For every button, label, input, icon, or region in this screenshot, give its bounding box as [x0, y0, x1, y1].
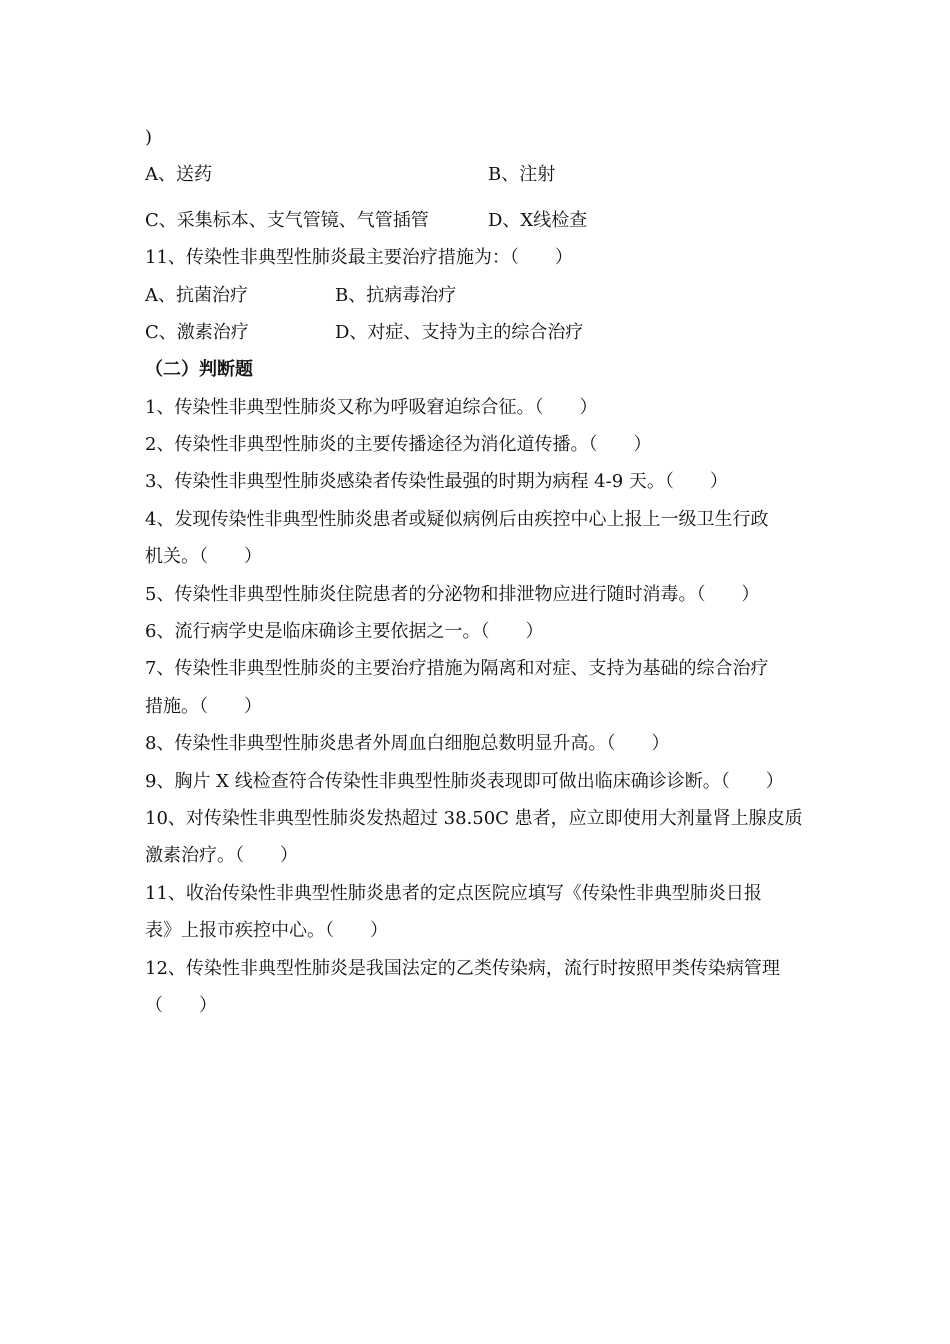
tf-item-11-line-1: 11、收治传染性非典型性肺炎患者的定点医院应填写《传染性非典型肺炎日报	[145, 883, 762, 904]
q11-option-d: D、对症、支持为主的综合治疗	[335, 322, 584, 343]
tf-item-4-line-1: 4、发现传染性非典型性肺炎患者或疑似病例后由疾控中心上报上一级卫生行政	[145, 509, 769, 530]
q10-option-a: A、送药	[145, 164, 212, 185]
q11-option-a: A、抗菌治疗	[145, 285, 248, 306]
tf-item-6: 6、流行病学史是临床确诊主要依据之一。（ ）	[145, 621, 544, 642]
tf-item-1: 1、传染性非典型性肺炎又称为呼吸窘迫综合征。（ ）	[145, 397, 598, 418]
tf-item-4-line-2: 机关。（ ）	[145, 546, 262, 567]
tf-item-9: 9、胸片 X 线检查符合传染性非典型性肺炎表现即可做出临床确诊诊断。（ ）	[145, 771, 784, 792]
tf-item-2: 2、传染性非典型性肺炎的主要传播途径为消化道传播。（ ）	[145, 434, 652, 455]
section-heading-true-false: （二）判断题	[145, 359, 253, 380]
tf-item-7-line-2: 措施。（ ）	[145, 696, 262, 717]
question-10-paren-close: )	[145, 127, 153, 148]
q10-option-d: D、X线检查	[488, 210, 588, 231]
question-11: 11、传染性非典型性肺炎最主要治疗措施为：（ ）	[145, 247, 573, 268]
tf-item-5: 5、传染性非典型性肺炎住院患者的分泌物和排泄物应进行随时消毒。（ ）	[145, 584, 760, 605]
tf-item-3: 3、传染性非典型性肺炎感染者传染性最强的时期为病程 4-9 天。（ ）	[145, 471, 728, 492]
tf-item-8: 8、传染性非典型性肺炎患者外周血白细胞总数明显升高。（ ）	[145, 733, 670, 754]
tf-item-10-line-1: 10、对传染性非典型性肺炎发热超过 38.50C 患者，应立即使用大剂量肾上腺皮质	[145, 808, 803, 829]
tf-item-7-line-1: 7、传染性非典型性肺炎的主要治疗措施为隔离和对症、支持为基础的综合治疗	[145, 658, 769, 679]
tf-item-12-line-1: 12、传染性非典型性肺炎是我国法定的乙类传染病，流行时按照甲类传染病管理	[145, 958, 780, 979]
q11-option-c: C、激素治疗	[145, 322, 249, 343]
tf-item-10-line-2: 激素治疗。（ ）	[145, 845, 298, 866]
q11-option-b: B、抗病毒治疗	[335, 285, 457, 306]
q10-option-c: C、采集标本、支气管镜、气管插管	[145, 210, 429, 231]
tf-item-12-line-2: （ ）	[145, 995, 217, 1016]
q10-option-b: B、注射	[488, 164, 556, 185]
tf-item-11-line-2: 表》上报市疾控中心。（ ）	[145, 920, 388, 941]
